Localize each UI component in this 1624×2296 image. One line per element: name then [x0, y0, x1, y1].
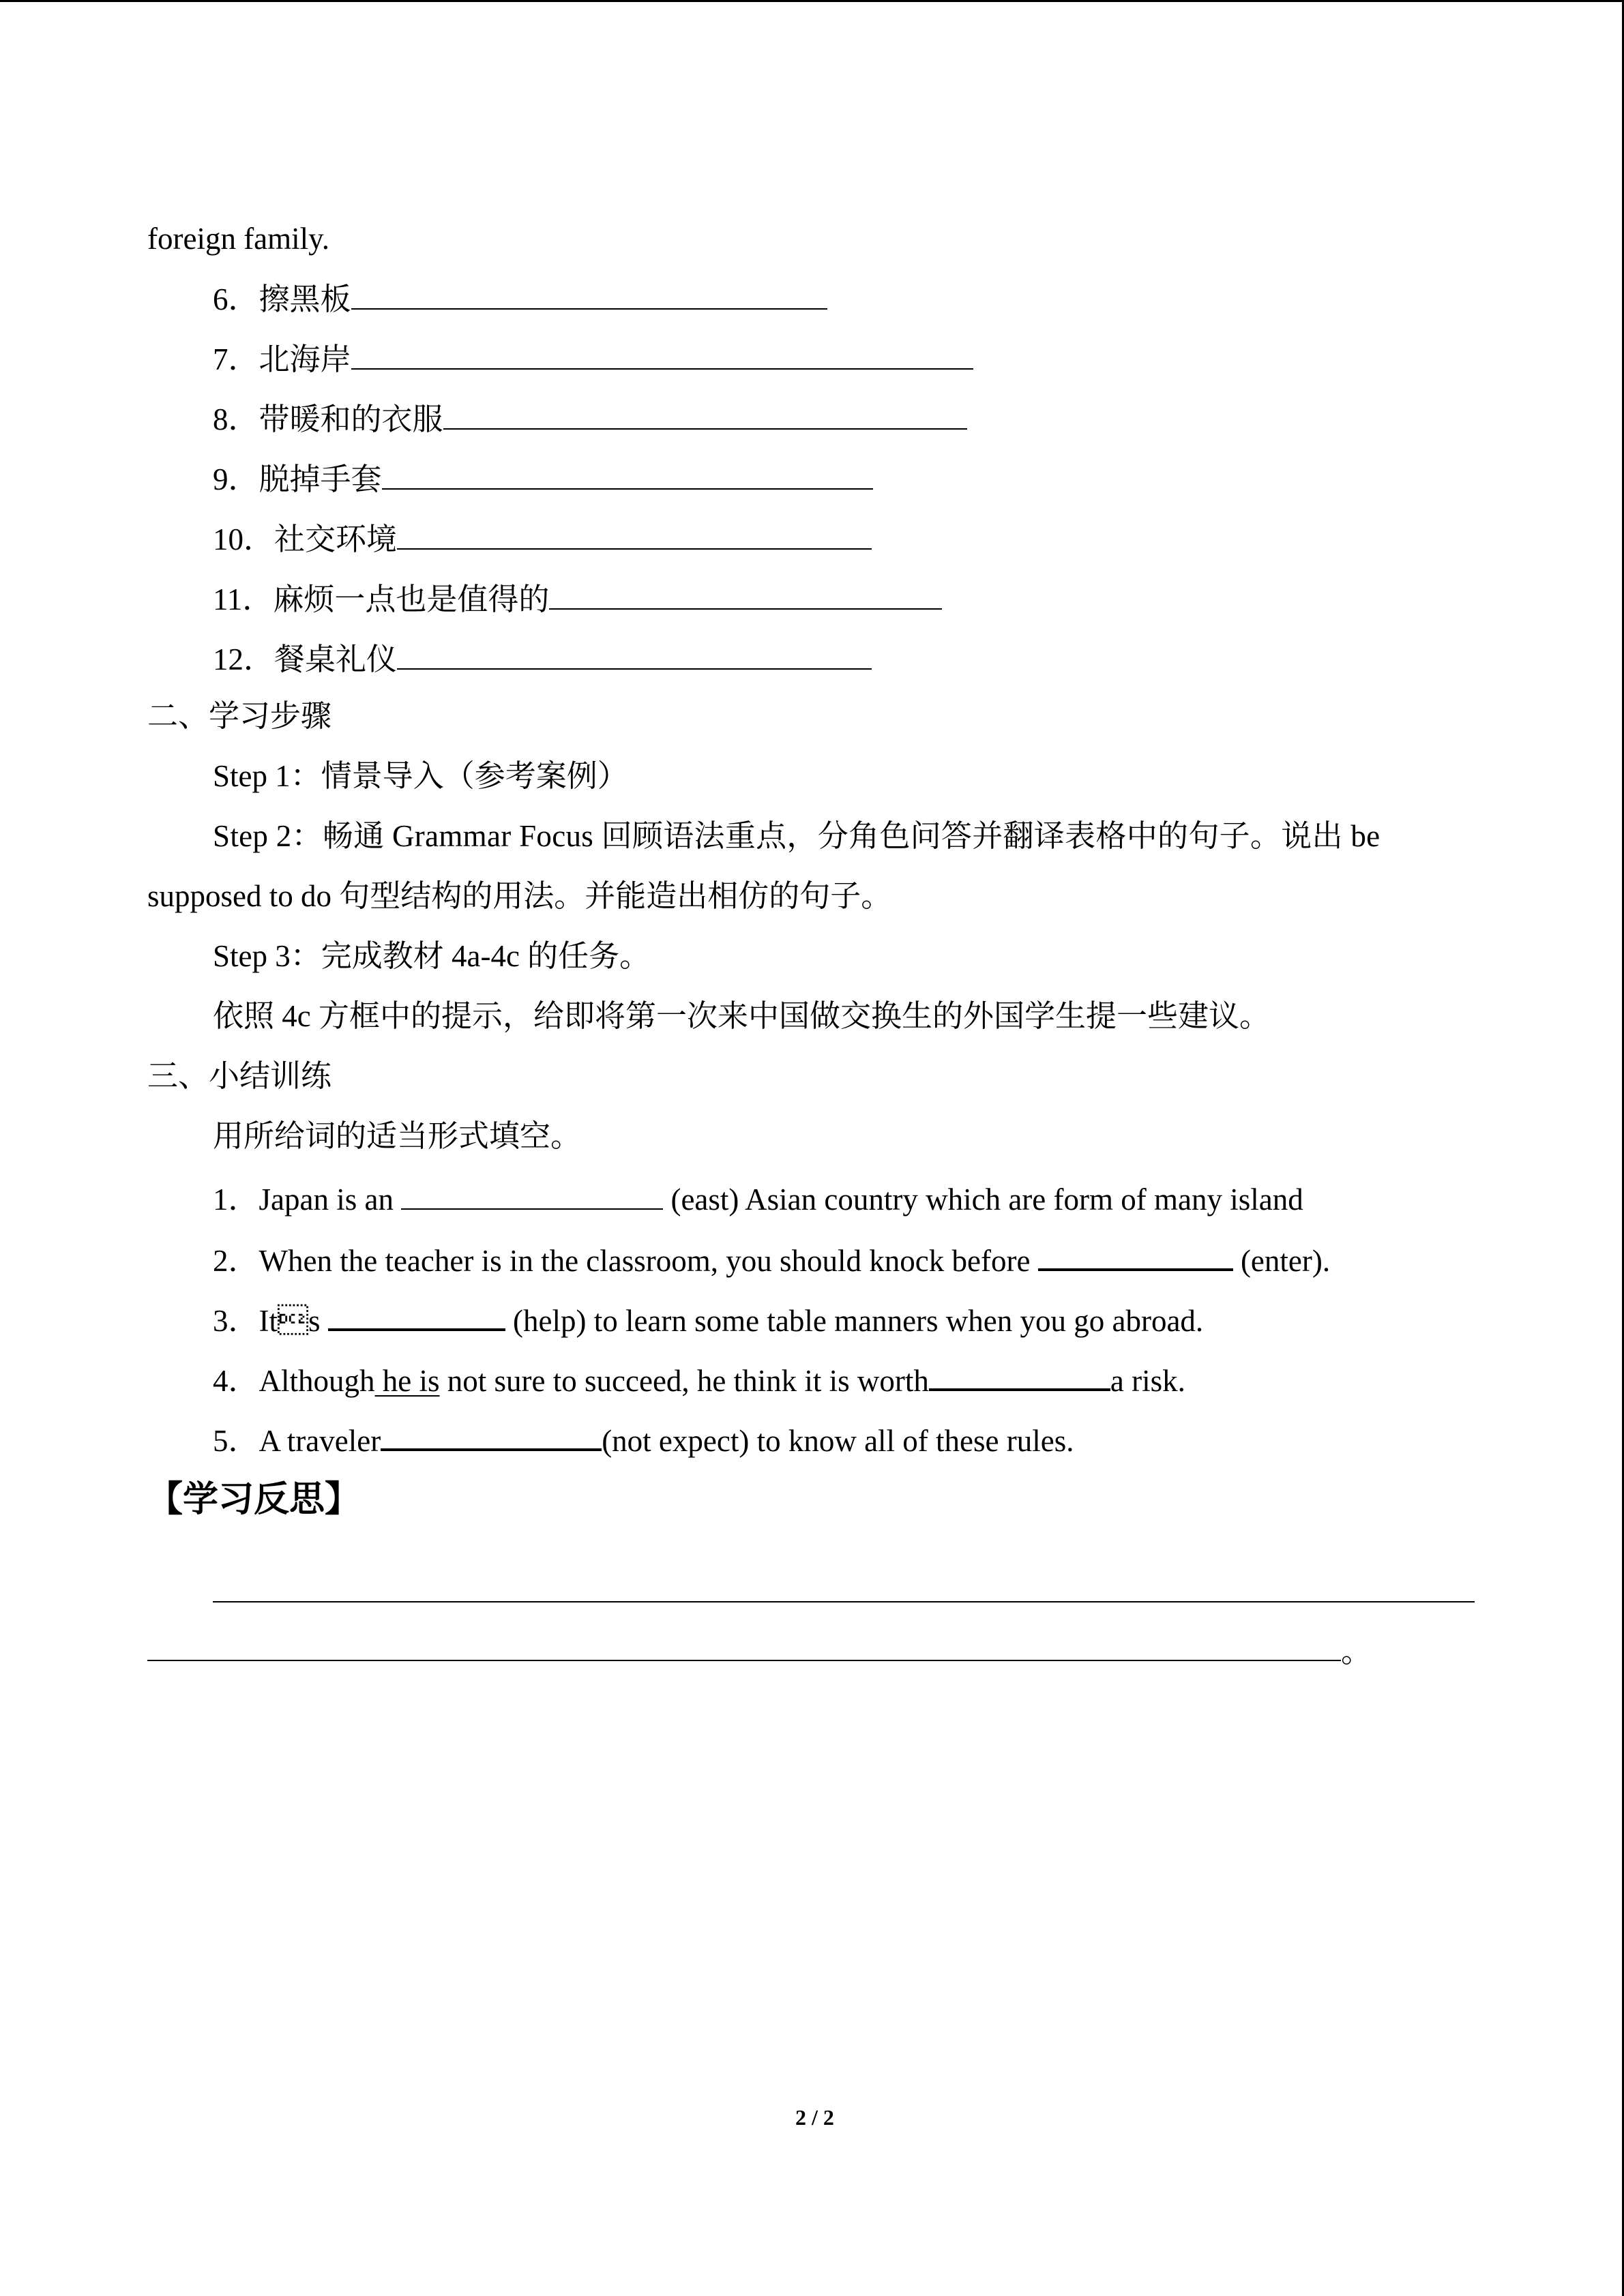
vocab-text: 北海岸 — [259, 342, 351, 376]
page-top-border — [0, 0, 1624, 2]
exercise-item-5 — [213, 1416, 1074, 1461]
vocab-number: 10． — [213, 522, 275, 556]
page-number: 2 / 2 — [795, 2105, 834, 2130]
step2-text: Step 2：畅通 Grammar Focus 回顾语法重点，分角色问答并翻译表格中的句子。说出 be — [213, 819, 1381, 853]
answer-blank[interactable] — [397, 516, 872, 550]
exercise-item-2 — [213, 1236, 1330, 1281]
exercise-number: 3． — [213, 1304, 259, 1338]
answer-blank[interactable] — [382, 456, 873, 490]
answer-blank[interactable] — [351, 336, 973, 370]
answer-blank[interactable] — [929, 1356, 1110, 1391]
exercise-text: a risk. — [1110, 1364, 1185, 1398]
section3-heading: 三、小结训练 — [147, 1059, 332, 1093]
vocab-number: 9． — [213, 462, 259, 496]
exercise-text: When the teacher is in the classroom, you should knock before — [259, 1244, 1038, 1278]
vocab-item-6 — [213, 275, 827, 320]
step3-note: 依照 4c 方框中的提示，给即将第一次来中国做交换生的外国学生提一些建议。 — [213, 999, 1270, 1033]
answer-blank[interactable] — [397, 636, 872, 670]
vocab-number: 12． — [213, 642, 275, 676]
vocab-text: 麻烦一点也是值得的 — [273, 582, 550, 616]
vocab-text: 带暖和的衣服 — [259, 402, 443, 436]
step3-text: Step 3：完成教材 4a-4c 的任务。 — [213, 939, 651, 973]
continuation-text: foreign family. — [147, 222, 329, 256]
section2-heading: 二、学习步骤 — [147, 699, 332, 733]
exercise-text: (not expect) to know all of these rules. — [602, 1424, 1074, 1458]
exercise-text: Japan is an — [259, 1182, 402, 1217]
vocab-item-11 — [213, 576, 942, 620]
exercise-item-1 — [213, 1176, 1303, 1220]
vocab-number: 11． — [213, 582, 274, 616]
vocab-text: 餐桌礼仪 — [274, 642, 398, 676]
reflection-heading: 【学习反思】 — [147, 1480, 361, 1519]
exercise-text: (help) to learn some table manners when you go abroad. — [505, 1304, 1204, 1338]
exercise-text: (enter). — [1232, 1244, 1331, 1278]
exercise-number: 5． — [213, 1424, 259, 1458]
answer-blank[interactable] — [443, 396, 967, 430]
exercise-text: Its — [259, 1304, 328, 1338]
exercise-text: Although — [259, 1364, 375, 1398]
vocab-text: 擦黑板 — [259, 282, 351, 316]
exercise-text: A traveler — [259, 1424, 381, 1458]
vocab-number: 7． — [213, 342, 259, 376]
vocab-text: 社交环境 — [274, 522, 398, 556]
answer-blank[interactable] — [351, 275, 827, 310]
exercise-text: (east) Asian country which are form of many island — [663, 1182, 1303, 1217]
reflection-line-2[interactable] — [147, 1660, 1341, 1661]
exercise-number: 4． — [213, 1364, 259, 1398]
vocab-item-9 — [213, 456, 873, 500]
step1-text: Step 1：情景导入（参考案例） — [213, 759, 628, 793]
answer-blank[interactable] — [328, 1296, 505, 1331]
vocab-number: 6． — [213, 282, 259, 316]
exercise-item-4 — [213, 1356, 1185, 1401]
reflection-end-mark: 。 — [1341, 1635, 1372, 1669]
vocab-item-10 — [213, 516, 872, 560]
exercise-number: 2． — [213, 1244, 259, 1278]
section3-instruction: 用所给词的适当形式填空。 — [213, 1119, 582, 1153]
reflection-line-1[interactable] — [213, 1601, 1475, 1602]
answer-blank[interactable] — [401, 1176, 663, 1210]
vocab-item-7 — [213, 336, 973, 380]
exercise-item-3 — [213, 1296, 1203, 1341]
underlined-text: he is — [374, 1364, 440, 1398]
exercise-number: 1． — [213, 1182, 259, 1217]
vocab-text: 脱掉手套 — [259, 462, 382, 496]
answer-blank[interactable] — [1038, 1236, 1233, 1271]
answer-blank[interactable] — [381, 1416, 602, 1451]
vocab-item-8 — [213, 396, 967, 440]
exercise-text: not sure to succeed, he think it is worth — [439, 1364, 929, 1398]
vocab-item-12 — [213, 636, 872, 680]
answer-blank[interactable] — [549, 576, 942, 610]
step2-text-cont: supposed to do 句型结构的用法。并能造出相仿的句子。 — [147, 879, 892, 913]
vocab-number: 8． — [213, 402, 259, 436]
